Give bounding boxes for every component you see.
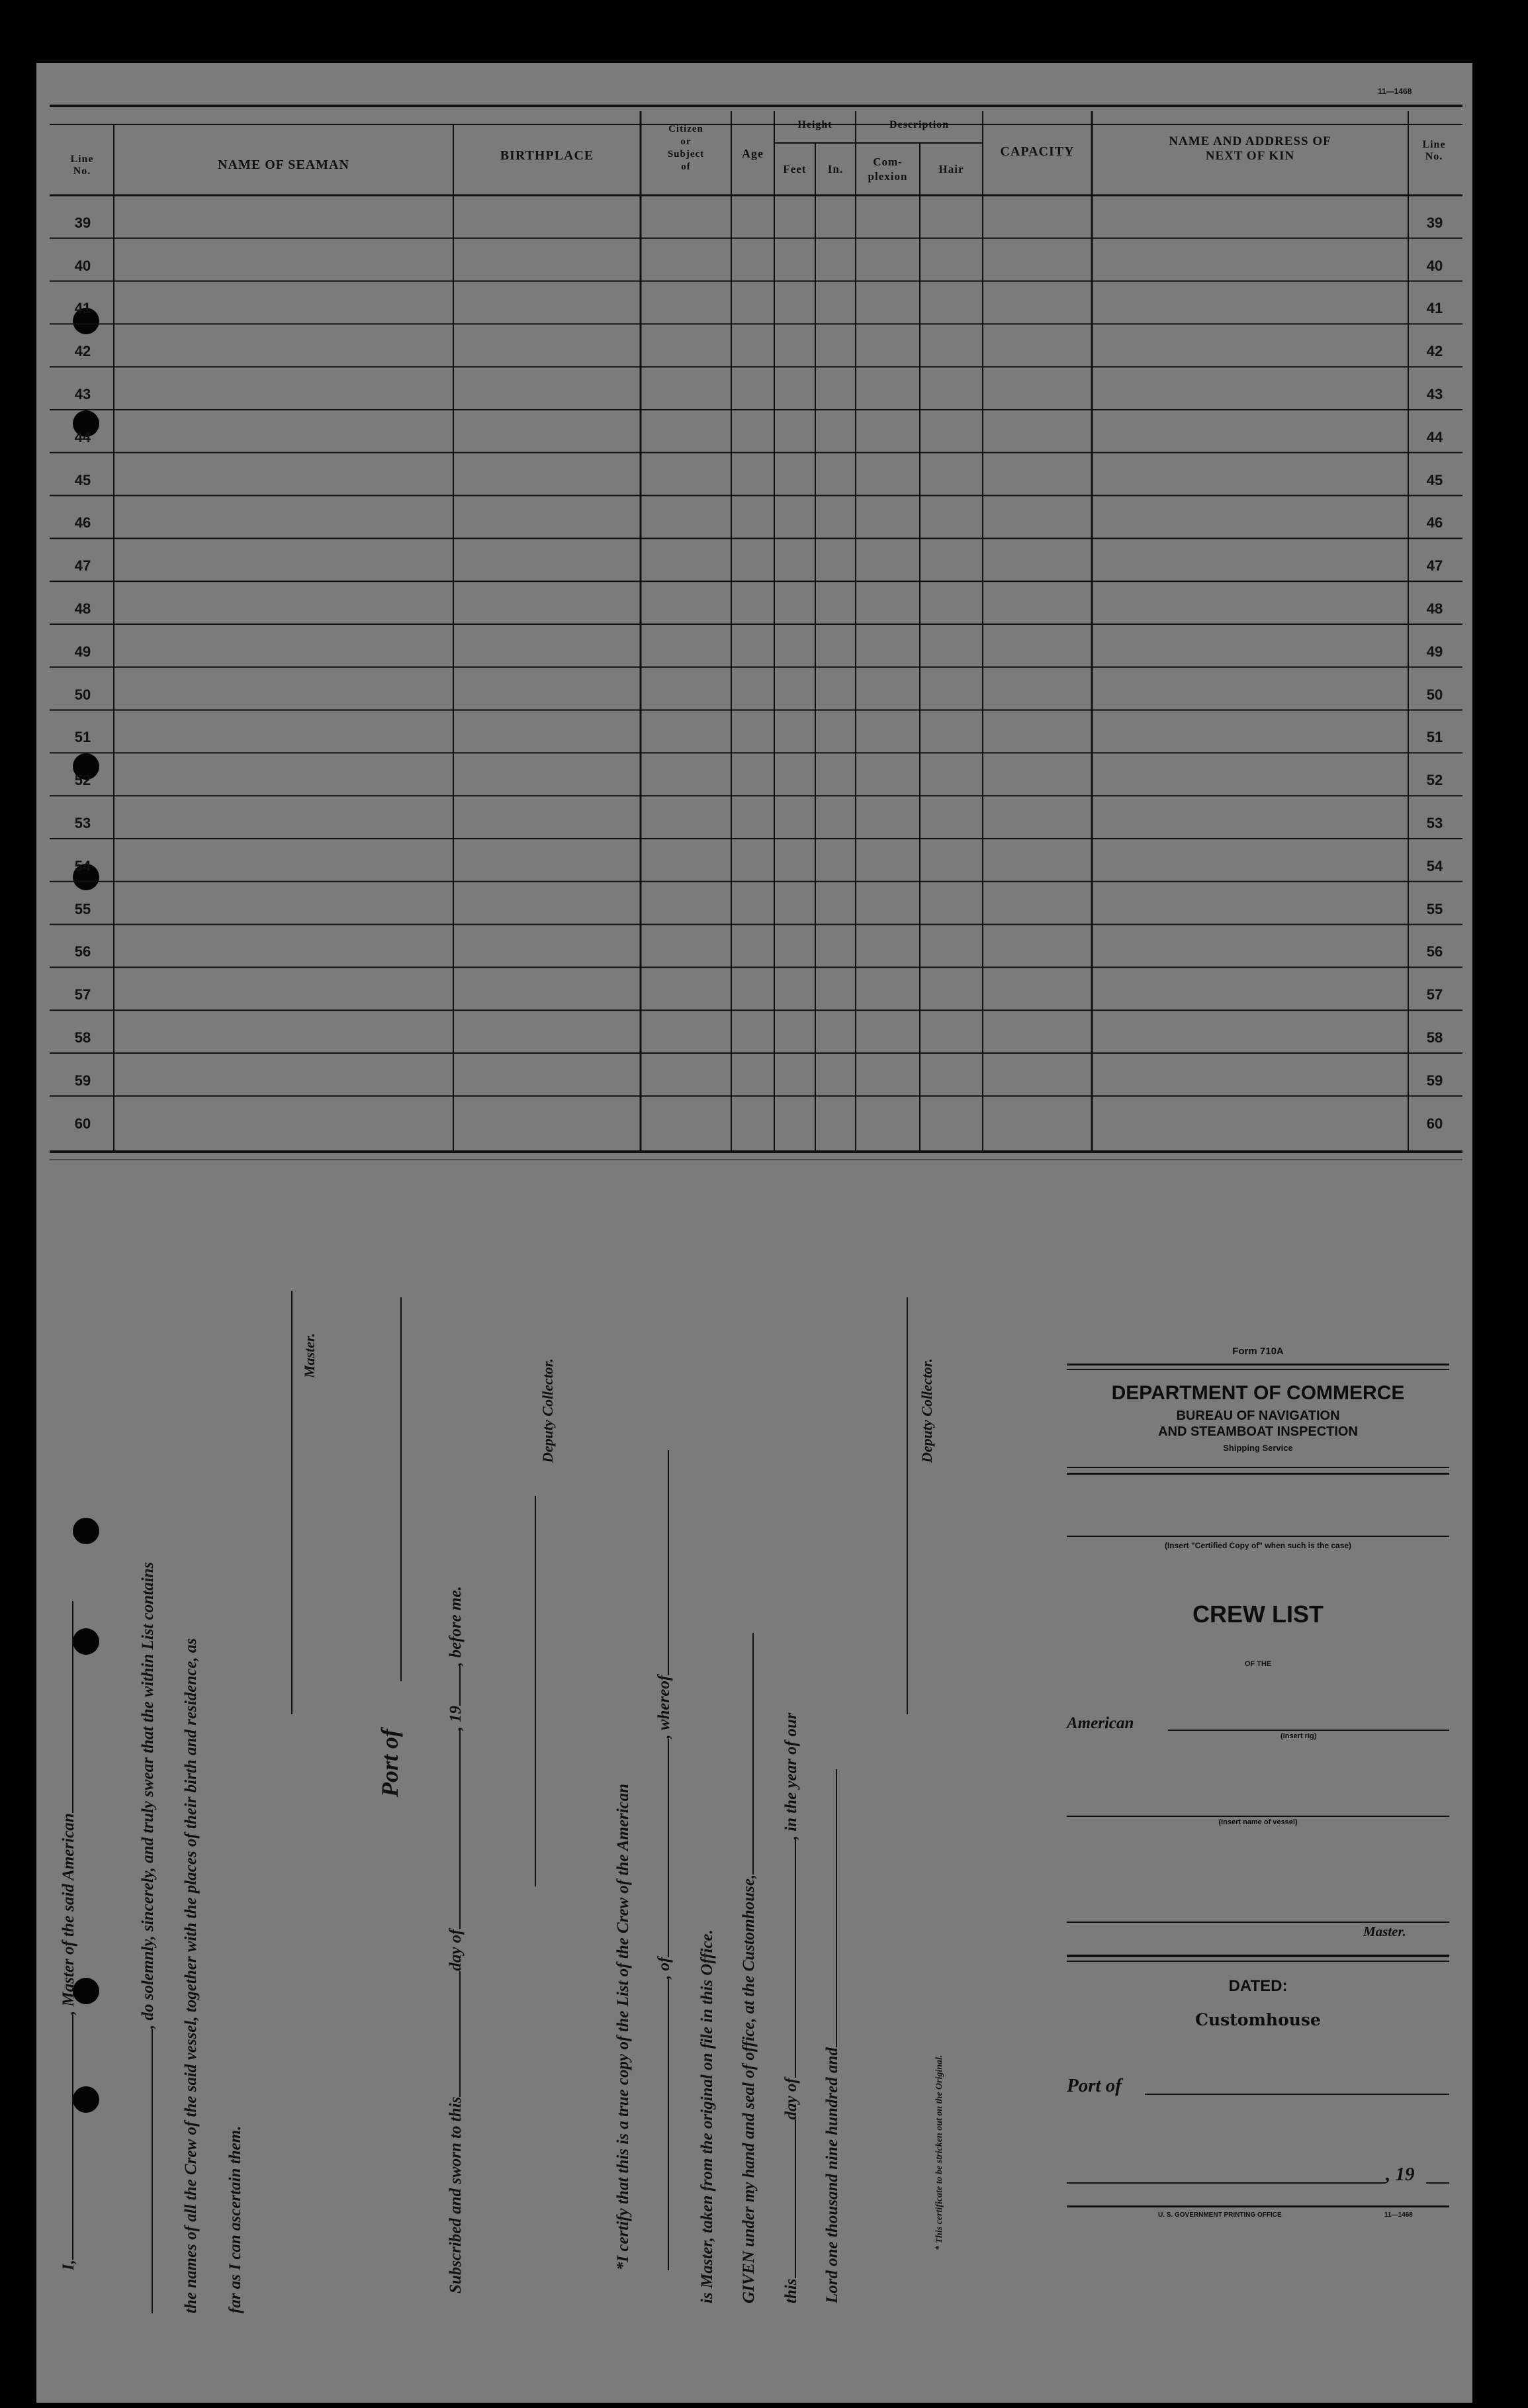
- line-number-left: 52: [74, 772, 91, 789]
- cover-bureau-2: AND STEAMBOAT INSPECTION: [1158, 1424, 1358, 1439]
- subscribed-day-blank[interactable]: [447, 1971, 461, 2097]
- cover-printer: U. S. GOVERNMENT PRINTING OFFICE: [1158, 2211, 1282, 2219]
- cover-form-code: 11—1468: [1384, 2211, 1413, 2219]
- cover-master: Master.: [1363, 1923, 1406, 1939]
- line-number-right: 52: [1426, 772, 1443, 789]
- cover-rule: [1067, 1955, 1449, 1957]
- cover-rule: [1067, 1364, 1449, 1366]
- header-feet: Feet: [783, 163, 807, 175]
- certificate-year-blank[interactable]: [824, 1769, 837, 2047]
- line-number-left: 48: [74, 600, 91, 617]
- certificate-day-blank[interactable]: [783, 2119, 796, 2278]
- cover-rule: [1067, 1961, 1449, 1962]
- cover-certified-note: (Insert "Certified Copy of" when such is the case): [1164, 1541, 1352, 1550]
- cover-insert-rig: (Insert rig): [1281, 1732, 1317, 1740]
- line-number-left: 39: [74, 214, 91, 231]
- deputy-signature-line-1: [535, 1496, 536, 1886]
- line-number-left: 44: [74, 428, 91, 445]
- certificate-port-blank[interactable]: [656, 1739, 669, 1957]
- line-number-left: 43: [74, 386, 91, 402]
- cover-dated: DATED:: [1228, 1977, 1288, 1995]
- line-number-right: 56: [1426, 943, 1443, 960]
- cover-port-line[interactable]: [1145, 2094, 1449, 2095]
- line-number-left: 42: [74, 343, 91, 360]
- line-number-right: 60: [1426, 1115, 1443, 1132]
- line-number-right: 54: [1426, 857, 1443, 874]
- certificate-line-2: , of, whereof: [655, 1450, 674, 2270]
- line-number-left: 46: [74, 514, 91, 532]
- header-line-no-right: Line No.: [1422, 139, 1446, 162]
- line-number-right: 55: [1426, 900, 1443, 917]
- subscribed-line: Subscribed and sworn to thisday of, 19, before me.: [447, 1586, 465, 2293]
- vessel-name-blank[interactable]: [60, 1601, 73, 1813]
- cover-title: CREW LIST: [1192, 1600, 1324, 1628]
- line-number-left: 49: [74, 643, 91, 660]
- master-signature-line: [291, 1291, 292, 1714]
- customhouse-blank[interactable]: [741, 1633, 754, 1875]
- deputy-collector-label-2: Deputy Collector.: [919, 1358, 935, 1463]
- cover-port-of: Port of: [1067, 2075, 1122, 2096]
- cover-of-the: OF THE: [1244, 1660, 1272, 1668]
- line-number-right: 40: [1426, 257, 1443, 274]
- line-number-left: 58: [74, 1029, 91, 1046]
- certificate-line-4: GIVEN under my hand and seal of office, at the Customhouse,: [740, 1633, 758, 2303]
- header-next-of-kin: NAME AND ADDRESS OF NEXT OF KIN: [1169, 134, 1331, 163]
- header-citizen: Citizen or Subject of: [667, 124, 705, 172]
- certificate-line-6: Lord one thousand nine hundred and: [823, 1769, 842, 2303]
- cover-form-number: Form 710A: [1232, 1346, 1284, 1357]
- header-height: Height: [797, 119, 832, 130]
- line-number-right: 47: [1426, 557, 1443, 575]
- line-number-left: 45: [74, 471, 91, 488]
- cover-rule: [1067, 1369, 1449, 1370]
- cover-bureau-1: BUREAU OF NAVIGATION: [1176, 1409, 1340, 1423]
- subscribed-month-blank[interactable]: [447, 1731, 461, 1929]
- master-name-blank[interactable]: [60, 2015, 73, 2260]
- header-description: Description: [889, 119, 950, 130]
- certificate-master-blank[interactable]: [656, 1450, 669, 1675]
- certificate-line-5: thisday of, in the year of our: [782, 1712, 800, 2303]
- cover-shipping-service: Shipping Service: [1223, 1443, 1293, 1453]
- cover-department: DEPARTMENT OF COMMERCE: [1111, 1382, 1405, 1404]
- header-birthplace: BIRTHPLACE: [500, 148, 594, 163]
- form-code: 11—1468: [1378, 87, 1412, 96]
- certificate-rig-blank[interactable]: [656, 1979, 669, 2270]
- crew-table-grid: [0, 0, 1528, 1165]
- line-number-right: 57: [1426, 986, 1443, 1003]
- oath-line-1: I,, Master of the said American: [60, 1601, 78, 2270]
- cover-vessel-name-line[interactable]: [1067, 1816, 1449, 1817]
- line-number-left: 47: [74, 557, 91, 575]
- header-hair: Hair: [938, 163, 964, 175]
- header-age: Age: [742, 147, 764, 160]
- line-number-right: 46: [1426, 514, 1443, 532]
- line-number-left: 57: [74, 986, 91, 1003]
- header-line-no-left: Line No.: [70, 154, 94, 177]
- line-number-left: 40: [74, 257, 91, 274]
- cover-certified-line: [1067, 1536, 1449, 1537]
- line-number-right: 58: [1426, 1029, 1443, 1046]
- line-number-right: 50: [1426, 686, 1443, 703]
- line-number-left: 56: [74, 943, 91, 960]
- cover-date-line[interactable]: [1067, 2182, 1386, 2184]
- cover-year-line[interactable]: [1426, 2182, 1449, 2184]
- header-capacity: CAPACITY: [1000, 144, 1075, 159]
- oath-line-4: far as I can ascertain them.: [226, 2125, 244, 2313]
- vessel-name-blank-2[interactable]: [140, 2029, 153, 2313]
- line-number-left: 54: [74, 857, 91, 874]
- header-complexion: Com- plexion: [868, 156, 908, 183]
- line-number-right: 45: [1426, 471, 1443, 488]
- line-number-right: 53: [1426, 815, 1443, 831]
- line-number-left: 41: [74, 300, 91, 317]
- line-number-right: 44: [1426, 428, 1443, 445]
- line-number-left: 53: [74, 815, 91, 831]
- certificate-month-blank[interactable]: [783, 1839, 796, 2078]
- binder-hole: [73, 1518, 99, 1544]
- certificate-footnote: * This certificate to be stricken out on the Original.: [934, 2055, 944, 2250]
- line-number-right: 49: [1426, 643, 1443, 660]
- line-number-right: 42: [1426, 343, 1443, 360]
- cover-american: American: [1067, 1714, 1134, 1732]
- cover-master-line-top[interactable]: [1067, 1922, 1449, 1923]
- master-label: Master.: [301, 1333, 318, 1378]
- cover-year: , 19: [1386, 2164, 1415, 2185]
- deputy-signature-line-2: [907, 1297, 908, 1714]
- line-number-left: 59: [74, 1072, 91, 1089]
- cover-rule: [1067, 2205, 1449, 2207]
- cover-insert-name: (Insert name of vessel): [1218, 1818, 1298, 1826]
- oath-line-3: the names of all the Crew of the said vessel, together with the places of their birth and residence, as: [182, 1638, 200, 2313]
- header-name-of-seaman: NAME OF SEAMAN: [218, 158, 349, 172]
- certificate-line-3: is Master, taken from the original on file in this Office.: [698, 1929, 716, 2303]
- line-number-left: 55: [74, 900, 91, 917]
- line-number-right: 51: [1426, 729, 1443, 746]
- line-number-right: 48: [1426, 600, 1443, 617]
- line-number-left: 60: [74, 1115, 91, 1132]
- cover-rule: [1067, 1467, 1449, 1468]
- cover-rig-line[interactable]: [1168, 1730, 1449, 1731]
- oath-line-2: , do solemnly, sincerely, and truly swear that the within List contains: [139, 1562, 157, 2313]
- line-number-right: 43: [1426, 386, 1443, 402]
- line-number-right: 39: [1426, 214, 1443, 231]
- cover-customhouse: Customhouse: [1195, 2010, 1321, 2029]
- header-inches: In.: [827, 163, 844, 175]
- port-of-line: [400, 1297, 402, 1681]
- line-number-right: 41: [1426, 300, 1443, 317]
- cover-rule: [1067, 1473, 1449, 1475]
- line-number-right: 59: [1426, 1072, 1443, 1089]
- line-number-left: 50: [74, 686, 91, 703]
- deputy-collector-label-1: Deputy Collector.: [539, 1358, 556, 1463]
- subscribed-year-blank[interactable]: [447, 1666, 461, 1706]
- port-of-label: Port of: [377, 1729, 403, 1797]
- certificate-line-1: *I certify that this is a true copy of the List of the Crew of the American: [614, 1783, 632, 2270]
- line-number-left: 51: [74, 729, 91, 746]
